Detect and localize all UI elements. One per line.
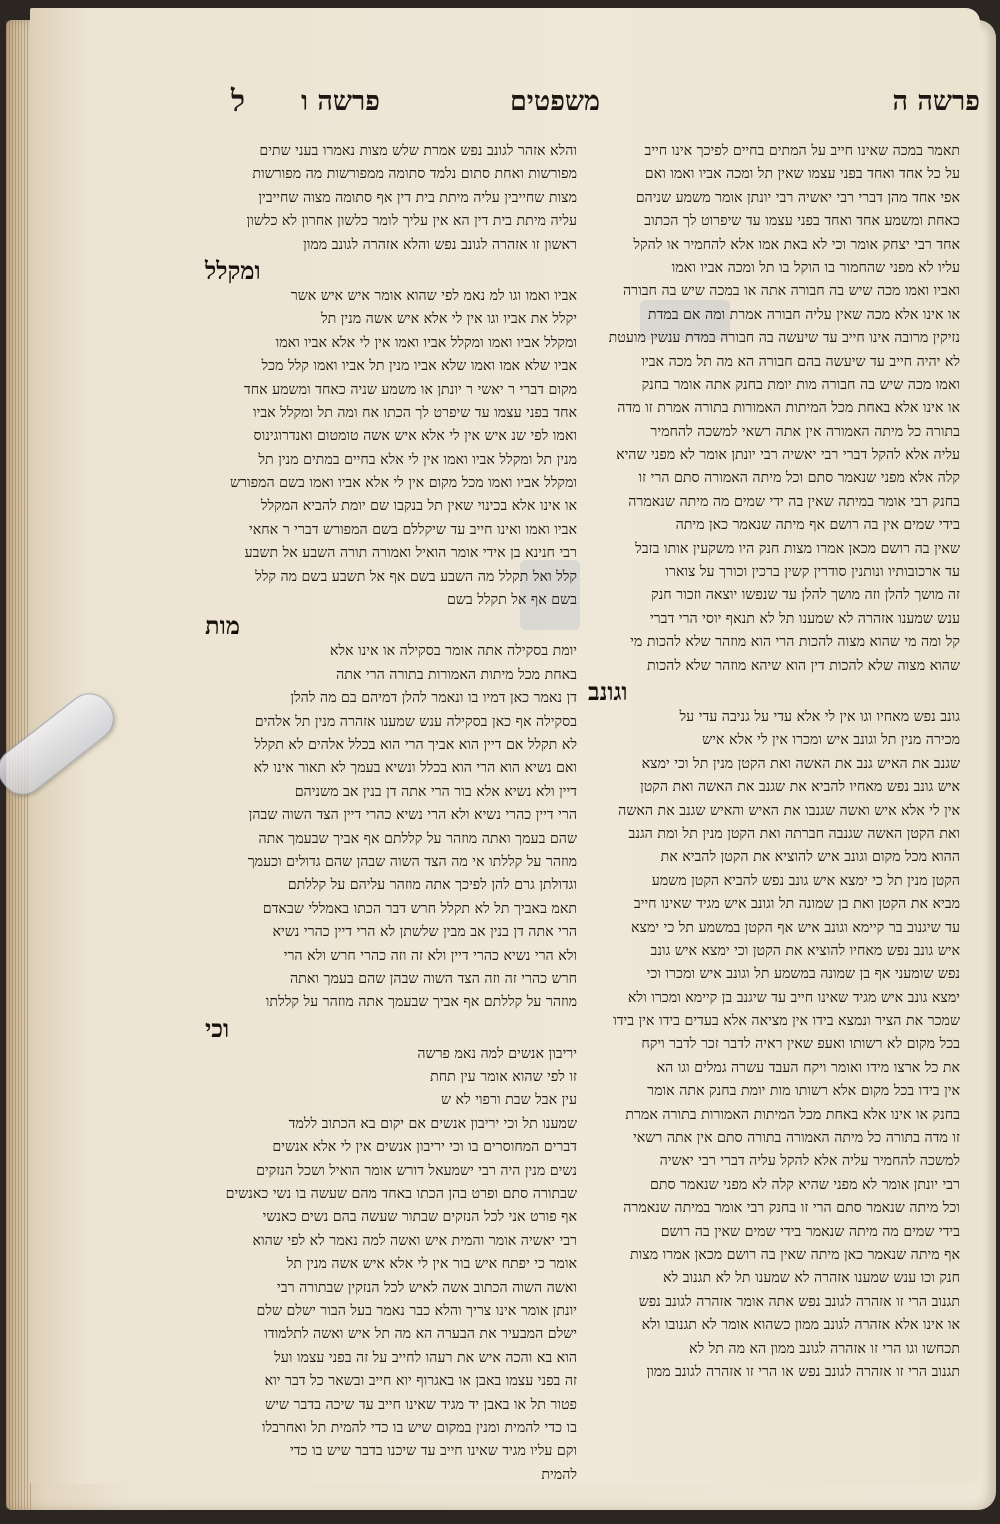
text-line: רבי יאשיה אומר והמית איש ואשה למה נאמר לא לפי שהוא: [252, 1232, 577, 1249]
text-line: על כל אחד ואחד בפני עצמו שאין תל ומכה אביו ואמו ואם: [644, 166, 960, 183]
text-line: באחת מכל מיתות האמורות בתורה הרי אתה: [336, 666, 577, 683]
section-heading-word: מות: [205, 611, 241, 641]
text-line: בידי שמים מה מיתה שנאמר בידי שמים שאין בה רושם: [660, 1223, 960, 1240]
text-line: שגנב את האיש גנב את האשה ואת הקטן מנין תל וכי ימצא: [641, 755, 960, 772]
text-line: מוזהר על קללתם אף אביך שבעמך אתה מוזהר על קללתו: [265, 994, 577, 1011]
text-line: ימצא גונב איש מגיד שאינו חייב עד שיגנב בן קיימא ומכרו ולא: [627, 989, 960, 1006]
text-line: אביו שלא אמו ואמו שלא אביו מנין תל אביו ואמו קלל מכל: [261, 358, 577, 375]
text-line: גונב נפש מאחיו וגו אין לי אלא עדי על גניבה עדי על: [679, 708, 960, 725]
text-line: אף מיתה שנאמר כאן מיתה שאין בה רושם מכאן אמרו מצות: [630, 1246, 960, 1263]
text-line: בידי שמים אין בה רושם אף מיתה שנאמר כאן מיתה: [675, 517, 960, 534]
text-line: לא יהיה חייב עד שיעשה בהם חבורה הא מה תל מכה אביו: [641, 353, 960, 370]
text-line: זו לפי שהוא אומר עין תחת: [430, 1069, 577, 1086]
text-line: ההוא מכל מקום וגונב איש להוציא את הקטן להביא את: [660, 849, 960, 866]
text-line: ולא הרי נשיא כהרי דיין ולא זה וזה כהרי חרש ולא הרי: [283, 947, 577, 964]
text-line: לא תקלל אם דיין הוא אביך הרי הוא בכלל אלהים לא תקלל: [254, 736, 577, 753]
text-line: שמכר את הציר ונמצא בידו אין מציאה אלא בעדים בידו אין בידו: [613, 1013, 960, 1030]
text-line: פטור תל או באבן יד מגיד שאינו חייב עד שיכה בדבר שיש: [265, 1396, 577, 1413]
text-line: שמענו תל וכי יריבון אנשים אם יקום בא הכתוב ללמד: [288, 1115, 577, 1132]
text-line: איש גונב נפש מאחיו להביא את שגנב את האשה ואת הקטן: [640, 779, 960, 796]
text-line: אין לי אלא איש ואשה שגנבו את האיש והאיש שגנב את האשה: [618, 802, 960, 819]
text-line: איש גונב נפש מאחיו להוציא את הקטן וכי ימצא איש גונב: [650, 942, 960, 959]
text-line: נשים מנין היה רבי ישמעאל דורש אומר הואיל ושכל הנזקים: [256, 1162, 577, 1179]
text-line: רבי חנינא בן אידי אומר הואיל ואמורה תורה השבע אל תשבע: [244, 545, 577, 562]
text-line: דן נאמר כאן דמיו בו ונאמר להלן דמיהם בם מה להלן: [290, 690, 577, 707]
text-line: תגנוב הרי זו אזהרה לגונב נפש אתה אומר אזהרה לגונב נפש: [638, 1293, 960, 1310]
text-line: יונתן אומר אינו צריך והלא כבר נאמר בעל הבור ישלם שלם: [256, 1302, 577, 1319]
text-line: עד ארכובותיו ונותנין סודרין קשין ברכין וכורך על צוארו: [665, 564, 960, 581]
running-header: [200, 84, 980, 124]
text-line: בחנק רבי אומר במיתה שאין בה ידי שמים מה מיתה שנאמרה: [628, 493, 960, 510]
text-line: דיין ולא נשיא אלא בור הרי אתה דן בנין אב משניהם: [294, 783, 577, 800]
text-line: תאמ באביך תל לא תקלל חרש דבר הכתו באמללי שבאדם: [262, 900, 577, 917]
text-line: מפורשות ואחת סתום נלמד סתומה ממפורשות מה מפורשות: [252, 166, 577, 183]
text-line: אחד רבי יצחק אומר וכי לא באת אמו אלא להחמיר או להקל: [633, 236, 960, 253]
text-line: עליו לא מפני שהחמור בו הוקל בו תל ומכה אביו ואמו: [671, 259, 960, 276]
text-line: הקטן מנין תל כי ימצא איש גונב נפש להביא הקטן משמע: [651, 872, 960, 889]
text-line: אביו ואמו ואינו חייב עד שיקללם בשם המפורש דברי ר אחאי: [249, 521, 577, 538]
text-line: מקום דברי ר יאשי ר יונתן או משמע שניה כאחד ומשמע אחד: [243, 381, 577, 398]
text-line: ואת הקטן האשה שגנבה חברתה ואת הקטן מנין תל ומת הגנב: [628, 825, 960, 842]
header-parasha-right: פרשה ה: [892, 86, 980, 117]
text-line: או אינו אלא בכינוי שאין תל בנקבו שם יומת להביא המקלל: [260, 498, 577, 515]
text-line: אפי אחד מהן דברי רבי יאשיה רבי יונתן אומר משמע שניהם: [635, 189, 960, 206]
text-line: בכל מקום לא רשותו ואעפ שאין ראיה לדבר זכר לדבר ויקח: [641, 1036, 960, 1053]
text-line: זה מושך להלן וזה מושך להלן עד שנפשו יוצאה וזכור חנק: [651, 587, 960, 604]
text-line: למשכה להחמיר עליה אלא להקל עליה דברי רבי יאשיה: [659, 1153, 960, 1170]
text-line: רבי יונתן אומר לא מפני שהיא קלה לא מפני שנאמר סתם: [650, 1176, 960, 1193]
text-line: שהם בעמך ואתה מוזהר על קללתם אף אביך שבעמך אתה: [258, 830, 577, 847]
text-line: יומת בסקילה אתה אומר בסקילה או אינו אלא: [329, 643, 577, 660]
text-line: חנק וכו ענש שמענו אזהרה לא שמענו תל לא תגנוב לא: [663, 1270, 960, 1287]
text-line: קלל ואל תקלל מה השבע בשם אף אל תשבע בשם מה קלל: [255, 568, 577, 585]
text-line: בסקילה אף כאן בסקילה ענש שמענו אזהרה מנין תל אלהים: [254, 713, 577, 730]
text-line: אף פורט אני לכל הנזקים שבתור שעשה בהם נשים כאנשי: [262, 1209, 577, 1226]
section-heading-word: ומקלל: [205, 255, 261, 285]
text-line: בו כדי להמית ומנין במקום שיש בו כדי להמית תל ואחרבלו: [261, 1419, 577, 1436]
text-line: וגדולתן גרם להן לפיכך אתה מוזהר עליהם על קללתם: [287, 877, 577, 894]
text-line: תאמר במכה שאינו חייב על המתים בחיים לפיכך אינו חייב: [644, 143, 960, 159]
section-heading-word: וגונב: [588, 676, 628, 706]
text-line: נפש שומעני אף בן שמונה במשמע תל וגונב איש ומכרו וכי: [646, 966, 960, 983]
text-line: אחד בפני עצמו עד שיפרט לך הכתו אח ומה תל ומקלל אביו: [252, 404, 577, 421]
text-line: מביא את הקטן ואת בן שמונה תל וגונב איש מגיד שאינו חייב: [633, 896, 960, 913]
text-line: או אינו אלא באחת מכל המיתות האמורות בתורה אמרת זו מדה: [617, 400, 960, 417]
text-line: חרש כהרי זה וזה הצד השוה שבהן שהם בעמך ואתה: [290, 970, 577, 987]
text-line: מצות שחייבין עליה מיתת בית דין אף סתומה מצוה שחייבין: [258, 189, 577, 206]
text-line: תגנוב הרי זו אזהרה לגונב נפש או הרי זו אזהרה לגונב ממון: [646, 1363, 960, 1380]
folio-number: ל: [230, 84, 245, 119]
text-line: שאין בה רושם מכאן אמרו מצות חנק היו משקעין אותו בזבל: [635, 540, 960, 557]
text-line: אביו ואמו וגו למ נאמ לפי שהוא אומר איש איש אשר: [290, 287, 577, 304]
text-line: עין אבל שבת ורפוי לא ש: [440, 1092, 577, 1109]
text-line: הוא בא והכה איש את רעהו לחייב על זה בפני עצמו ועל: [274, 1349, 577, 1366]
text-line: כאחת ומשמע אחד ואחד בפני עצמו עד שיפרוט לך הכתוב: [644, 213, 960, 230]
text-line: ואמו לפי שנ איש אין לי אלא איש אשה טומטום ואנדרוגינוס: [253, 428, 577, 445]
text-line: וקם עליו מגיד שאינו חייב עד שיכנו בדבר שיש בו כדי: [289, 1443, 577, 1460]
text-line: ומקלל אביו ואמו מכל מקום אין לי אלא אביו ואמו בשם המפורש: [229, 475, 577, 492]
text-line: עליה אלא להקל דברי רבי יאשיה רבי יונתן אומר לא מפני שהיא: [616, 447, 960, 464]
text-line: זו מדה בתורה כל מיתה האמורה בתורה סתם אין אתה רשאי: [633, 1130, 960, 1147]
text-line: אומר כי יפתח איש בור אין לי אלא איש אשה מנין תל: [286, 1256, 577, 1273]
text-line: בתורה כל מיתה האמורה אין אתה רשאי למשכה להחמיר: [650, 423, 960, 440]
text-line: יקלל את אביו וגו אין לי אלא איש אשה מנין תל: [320, 311, 577, 328]
text-line: וכל מיתה שנאמר סתם הרי זו בחנק רבי אומר במיתה שנאמרה: [623, 1200, 960, 1217]
text-line: הרי אתה דן בנין אב מבין שלשתן לא הרי דיין כהרי נשיא: [272, 924, 577, 941]
text-line: קלה אלא מפני שנאמר סתם וכל מיתה האמורה סתם הרי זו: [638, 470, 960, 487]
text-line: ומקלל אביו ואמו ומקלל אביו ואמו אין לי אלא אביו ואמו: [275, 334, 577, 351]
text-line: ראשון זו אזהרה לגונב נפש והלא אזהרה לגונב ממון: [303, 236, 577, 253]
text-line: או אינו אלא מכה שאין עליה חבורה אמרת ומה אם במדת: [647, 306, 960, 323]
text-line: או אינו אלא אזהרה לגונב ממון כשהוא אומר לא תגנובו ולא: [641, 1317, 960, 1334]
text-line: ואשה השוה הכתוב אשה לאיש לכל הנזקין שבתורה רבי: [277, 1279, 577, 1296]
text-line: עד שיגנוב בר קיימא וגונב איש אף הקטן במשמע תל כי ימצא: [631, 919, 960, 936]
text-line: להמית: [541, 1466, 577, 1483]
text-line: את כל ארצו מידו ואומר ויקח העבד עשרה גמלים וגו הא: [656, 1059, 960, 1076]
text-line: קל ומה מי שהוא מצוה להכות הרי הוא מוזהר שלא להכות מי: [630, 634, 960, 651]
text-line: דברים המחוסרים בו וכי יריבון אנשים אין לי אלא אנשים: [272, 1139, 577, 1156]
text-line: והלא אזהר לגונב נפש אמרת שלש מצות נאמרו בעני שתים: [259, 143, 577, 159]
text-line: עליה מיתת בית דין הא אין עליך לומר כלשון אחרון לא כלשון: [246, 213, 577, 230]
text-line: שהוא מצוה שלא להכות דין הוא שיהא מוזהר שלא להכות: [646, 657, 960, 674]
text-line: תכחשו וגו הרי זו אזהרה לגונב ממון הא מה תל לא: [688, 1340, 960, 1357]
text-line: מנין תל ומקלל אביו ואמו אין לי אלא בחיים במתים מנין תל: [258, 451, 577, 468]
text-line: מכירה מנין תל וגונב איש ומכרו אין לי אלא איש: [702, 732, 960, 749]
right-text-column: [588, 140, 960, 1380]
text-line: יריבון אנשים למה נאמ פרשה: [417, 1045, 577, 1062]
text-line: ואם נשיא הוא הרי הוא בכלל ונשיא בעמך לא תאור אינו לא: [253, 760, 577, 777]
text-line: ואמו מכה שיש בה חבורה מות יומת בחנק אתה אומר בחנק: [641, 376, 960, 393]
header-title: משפטים: [509, 86, 600, 117]
text-line: ישלם המבעיר את הבערה הא מה תל איש ואשה לתלמודו: [264, 1326, 577, 1343]
section-heading-word: וכי: [205, 1013, 230, 1043]
text-line: בחנק או אינו אלא באחת מכל המיתות האמורות בתורה אמרת: [625, 1106, 960, 1123]
left-text-column: [205, 140, 577, 1483]
text-line: מוזהר על קללתו אי מה הצד השוה שבהן שהם גדולים וכעמך: [247, 853, 577, 870]
text-line: נזיקין מרובה אינו חייב עד שיעשה בה חבורה במדת ענשין מועטת: [608, 330, 960, 347]
text-line: שבתורה סתם ופרט בהן הכתו באחד מהם שעשה בו נשי כאנשים: [225, 1186, 577, 1203]
header-parasha-left: פרשה ו: [301, 86, 380, 117]
text-line: ואביו ואמו מכה שיש בה חבורה אתה או במכה שיש בה חבורה: [622, 283, 960, 300]
text-line: הרי דיין כהרי נשיא ולא הרי נשיא כהרי דיין הצד השוה שבהן: [248, 807, 577, 824]
text-line: אין בידו בכל מקום אלא רשותו מות יומת בחנק אתה אומר: [647, 1083, 960, 1100]
text-line: בשם אף אל תקלל בשם: [446, 592, 577, 609]
text-line: ענש שמענו אזהרה לא שמענו תל לא תנאף יוסי הרי דברי: [649, 610, 960, 627]
text-line: זה בפני עצמו באבן או באגרוף יוא חייב ובשאר כל דבר יוא: [264, 1373, 577, 1390]
